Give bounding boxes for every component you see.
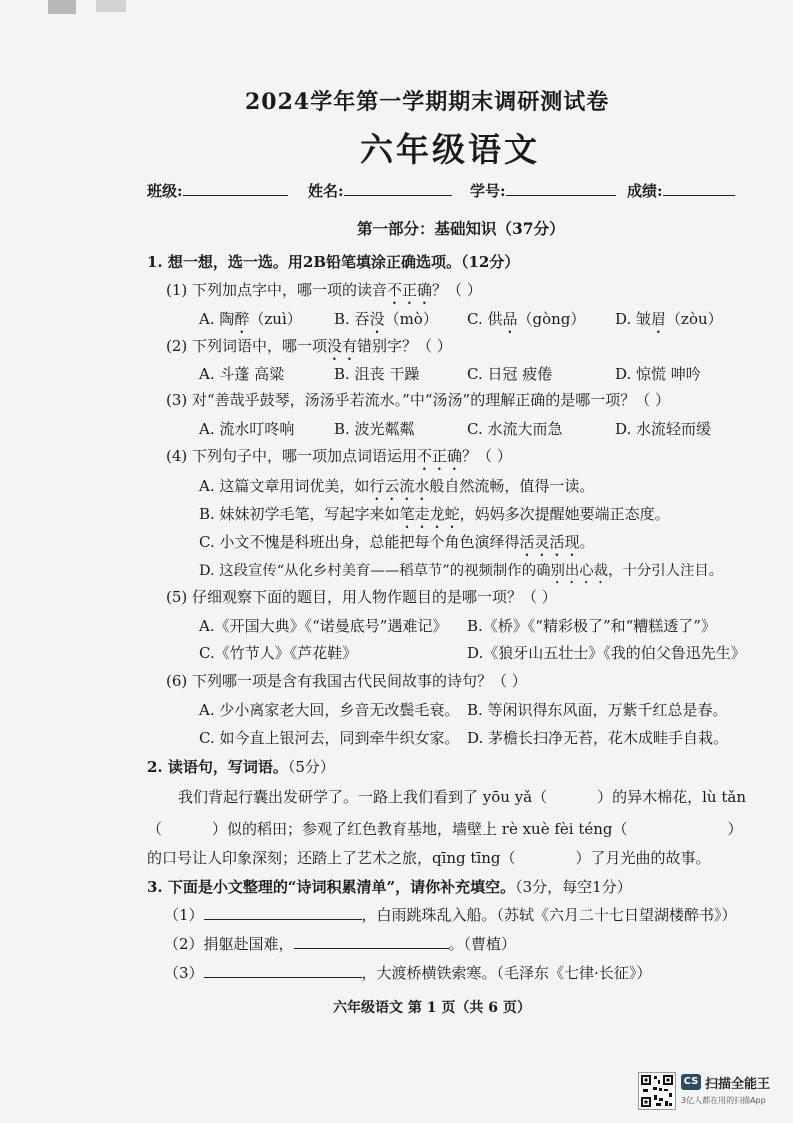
q1-1-option-a[interactable]: A. 陶醉（zuì） [199,310,302,328]
q3-blank-3[interactable] [204,963,362,978]
score-field [627,180,735,201]
q1-4-stem: (4) 下列句子中，哪一项加点词语运用不正确？（ ） [166,447,512,465]
q3-line-1: （1） ，白雨跳珠乱入船。（苏轼《六月二十七日望湖楼醉书》） [164,906,737,924]
q1-5-stem: (5) 仔细观察下面的题目，用人物作题目的是哪一项？（ ） [166,588,557,606]
scan-corner-artifact [0,0,150,18]
q1-1-option-d[interactable]: D. 皱眉（zòu） [615,310,723,328]
q1-4-option-d[interactable]: D. 这段宣传“从化乡村美育——稻草节”的视频制作的确别出心裁，十分引人注目。 [199,563,724,579]
q1-2-option-d[interactable]: D. 惊慌 呻吟 [615,365,701,383]
q1-3-option-a[interactable]: A. 流水叮咚响 [199,420,295,438]
exam-subtitle: 六年级语文 [360,130,540,169]
qr-code-icon [638,1072,676,1110]
q1-1-stem: (1) 下列加点字中，哪一项的读音不正确？（ ） [166,281,482,299]
name-field [308,180,452,201]
q1-5-option-b[interactable]: B.《桥》《“精彩极了”和“糟糕透了”》 [467,617,716,635]
exam-title: 2024学年第一学期期末调研测试卷 [245,89,610,115]
section-heading: 第一部分：基础知识（37分） [357,219,565,238]
q1-2-stem: (2) 下列词语中，哪一项没有错别字？（ ） [166,337,452,355]
q1-6-option-d[interactable]: D. 茅檐长扫净无苔，花木成畦手自栽。 [467,729,729,747]
q1-2-option-c[interactable]: C. 日冠 疲倦 [467,365,553,383]
name-label: 姓名: [308,182,344,200]
student-id-field [470,180,616,201]
score-blank[interactable] [663,181,735,196]
q1-3-option-b[interactable]: B. 波光粼粼 [334,420,415,438]
class-label: 班级: [147,182,183,200]
q3-blank-2[interactable] [294,934,449,949]
q1-6-option-a[interactable]: A. 少小离家老大回，乡音无改鬓毛衰。 [199,701,460,719]
student-id-blank[interactable] [506,181,616,196]
name-blank[interactable] [344,181,452,196]
camscanner-tagline: 3亿人都在用的扫描App [681,1096,766,1105]
student-id-label: 学号: [470,182,506,200]
q3-line-2: （2）捐躯赴国难， 。（曹植） [164,935,517,953]
q1-2-option-a[interactable]: A. 斗蓬 高粱 [199,365,285,383]
q3-heading: 3. 下面是小文整理的“诗词积累清单”，请你补充填空。（3分，每空1分） [147,878,632,896]
q2-line-3: 的口号让人印象深刻；还踏上了艺术之旅，qīng tīng（ ）了月光曲的故事。 [147,849,711,867]
camscanner-logo-icon: CS [681,1074,701,1090]
q1-1-option-c[interactable]: C. 供品（gòng） [467,310,586,328]
q2-line-1: 我们背起行囊出发研学了。一路上我们看到了 yōu yǎ（ ）的异木棉花，lù tǎn [178,788,746,806]
q1-6-stem: (6) 下列哪一项是含有我国古代民间故事的诗句？（ ） [166,672,527,690]
q1-1-option-b[interactable]: B. 吞没（mò） [334,310,438,328]
q3-blank-1[interactable] [204,905,362,920]
q1-6-option-c[interactable]: C. 如今直上银河去，同到牵牛织女家。 [199,729,460,747]
q1-6-option-b[interactable]: B. 等闲识得东风面，万紫千红总是春。 [467,701,728,719]
q1-4-option-c[interactable]: C. 小文不愧是科班出身，总能把每个角色演绎得活灵活现。 [199,533,595,551]
camscanner-app-name: 扫描全能王 [705,1077,771,1092]
q1-4-option-b[interactable]: B. 妹妹初学毛笔，写起字来如笔走龙蛇，妈妈多次提醒她要端正态度。 [199,505,670,523]
q1-heading: 1. 想一想，选一选。用2B铅笔填涂正确选项。（12分） [147,253,520,271]
q1-3-option-d[interactable]: D. 水流轻而缓 [615,420,712,438]
q2-line-2: （ ）似的稻田；参观了红色教育基地，墙壁上 rè xuè fèi téng（ ） [147,820,743,838]
q1-5-option-a[interactable]: A.《开国大典》《“诺曼底号”遇难记》 [199,617,448,635]
q1-5-option-c[interactable]: C.《竹节人》《芦花鞋》 [199,644,358,662]
q1-2-option-b[interactable]: B. 沮丧 干躁 [334,365,420,383]
q3-line-3: （3） ，大渡桥横铁索寒。（毛泽东《七律·长征》） [164,964,652,982]
q1-3-option-c[interactable]: C. 水流大而急 [467,420,563,438]
q2-heading: 2. 读语句，写词语。（5分） [147,758,335,776]
q1-3-stem: (3) 对“善哉乎鼓琴，汤汤乎若流水。”中“汤汤”的理解正确的是哪一项？（ ） [166,391,670,409]
score-label: 成绩: [627,182,663,200]
q1-5-option-d[interactable]: D.《狼牙山五壮士》《我的伯父鲁迅先生》 [467,644,746,662]
page-footer: 六年级语文 第 1 页（共 6 页） [333,1000,531,1016]
q1-4-option-a[interactable]: A. 这篇文章用词优美，如行云流水般自然流畅，值得一读。 [199,477,595,495]
class-blank[interactable] [183,181,288,196]
class-field [147,180,288,201]
